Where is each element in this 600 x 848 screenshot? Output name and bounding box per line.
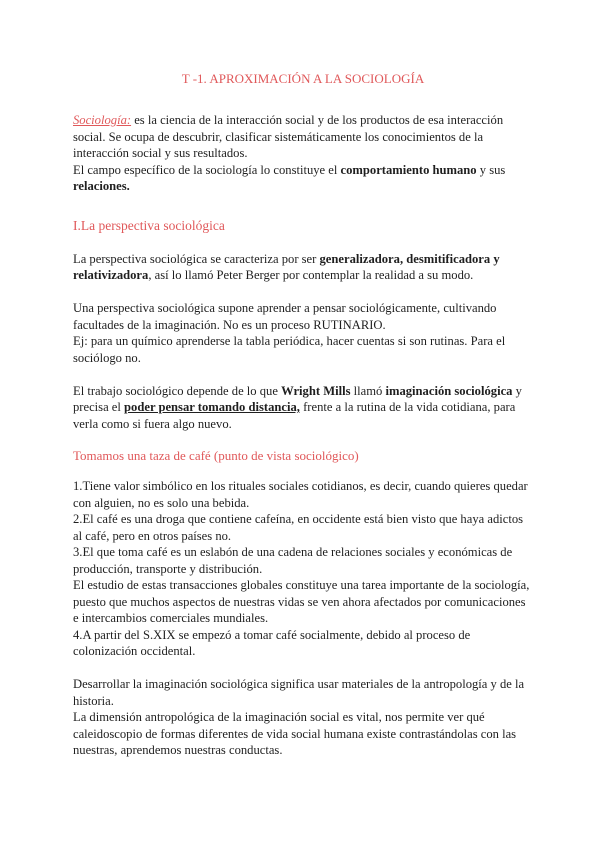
document-page <box>73 70 533 759</box>
perspectiva-example: Ej: para un químico aprenderse la tabla periódica, hacer cuentas si son rutinas. Para el sociólogo no. <box>73 334 506 365</box>
cafe-item-4: 4.A partir del S.XIX se empezó a tomar café socialmente, debido al proceso de colonización occidental. <box>73 627 471 658</box>
intro-definition: Sociología: es la ciencia de la interacción social y de los productos de esa interacción social. Se ocupa de descubrir, clasificar sistemáticamente los conocimientos de la interacción social y sus resultados. <box>73 113 504 160</box>
perspectiva-paragraph-3: El trabajo sociológico depende de lo que Wright Mills llamó imaginación sociológica y precisa el poder pensar tomando distancia, frente a la rutina de la vida cotidiana, para verla como si fuera algo nuevo. <box>73 383 522 431</box>
page-title: T -1. APROXIMACIÓN A LA SOCIOLOGÍA <box>181 71 425 86</box>
closing-paragraph-2: La dimensión antropológica de la imaginación social es vital, nos permite ver qué caleidoscopio de formas diferentes de vida social humana existe contrastándolas con las nuestras, aprendemos nuestras conductas. <box>73 710 517 757</box>
cafe-item-3: 3.El que toma café es un eslabón de una cadena de relaciones sociales y económicas de producción, transporte y distribución. <box>73 545 513 576</box>
intro-field: El campo específico de la sociología lo constituye el comportamiento humano y sus relaciones. <box>73 162 506 193</box>
section-heading-cafe: Tomamos una taza de café (punto de vista sociológico) <box>73 448 359 463</box>
section-heading-perspectiva: I.La perspectiva sociológica <box>73 217 225 233</box>
cafe-item-2: 2.El café es una droga que contiene cafeína, en occidente está bien visto que haya adictos al café, pero en otros países no. <box>73 512 524 543</box>
perspectiva-paragraph-2: Una perspectiva sociológica supone aprender a pensar sociológicamente, cultivando facultades de la imaginación. No es un proceso RUTINARIO. <box>73 301 497 332</box>
cafe-item-3-extra: El estudio de estas transacciones globales constituye una tarea importante de la sociología, puesto que muchos aspectos de nuestras vidas se ven ahora afectados por comunicaciones e intercambios comerciales mundiales. <box>73 578 530 625</box>
term-sociologia: Sociología: <box>73 113 132 127</box>
closing-paragraph-1: Desarrollar la imaginación sociológica significa usar materiales de la antropología y de la historia. <box>73 677 525 708</box>
perspectiva-paragraph-1: La perspectiva sociológica se caracteriza por ser generalizadora, desmitificadora y relativizadora, así lo llamó Peter Berger por contemplar la realidad a su modo. <box>73 251 500 282</box>
cafe-item-1: 1.Tiene valor simbólico en los rituales sociales cotidianos, es decir, cuando quieres quedar con alguien, no es solo una bebida. <box>73 479 528 510</box>
